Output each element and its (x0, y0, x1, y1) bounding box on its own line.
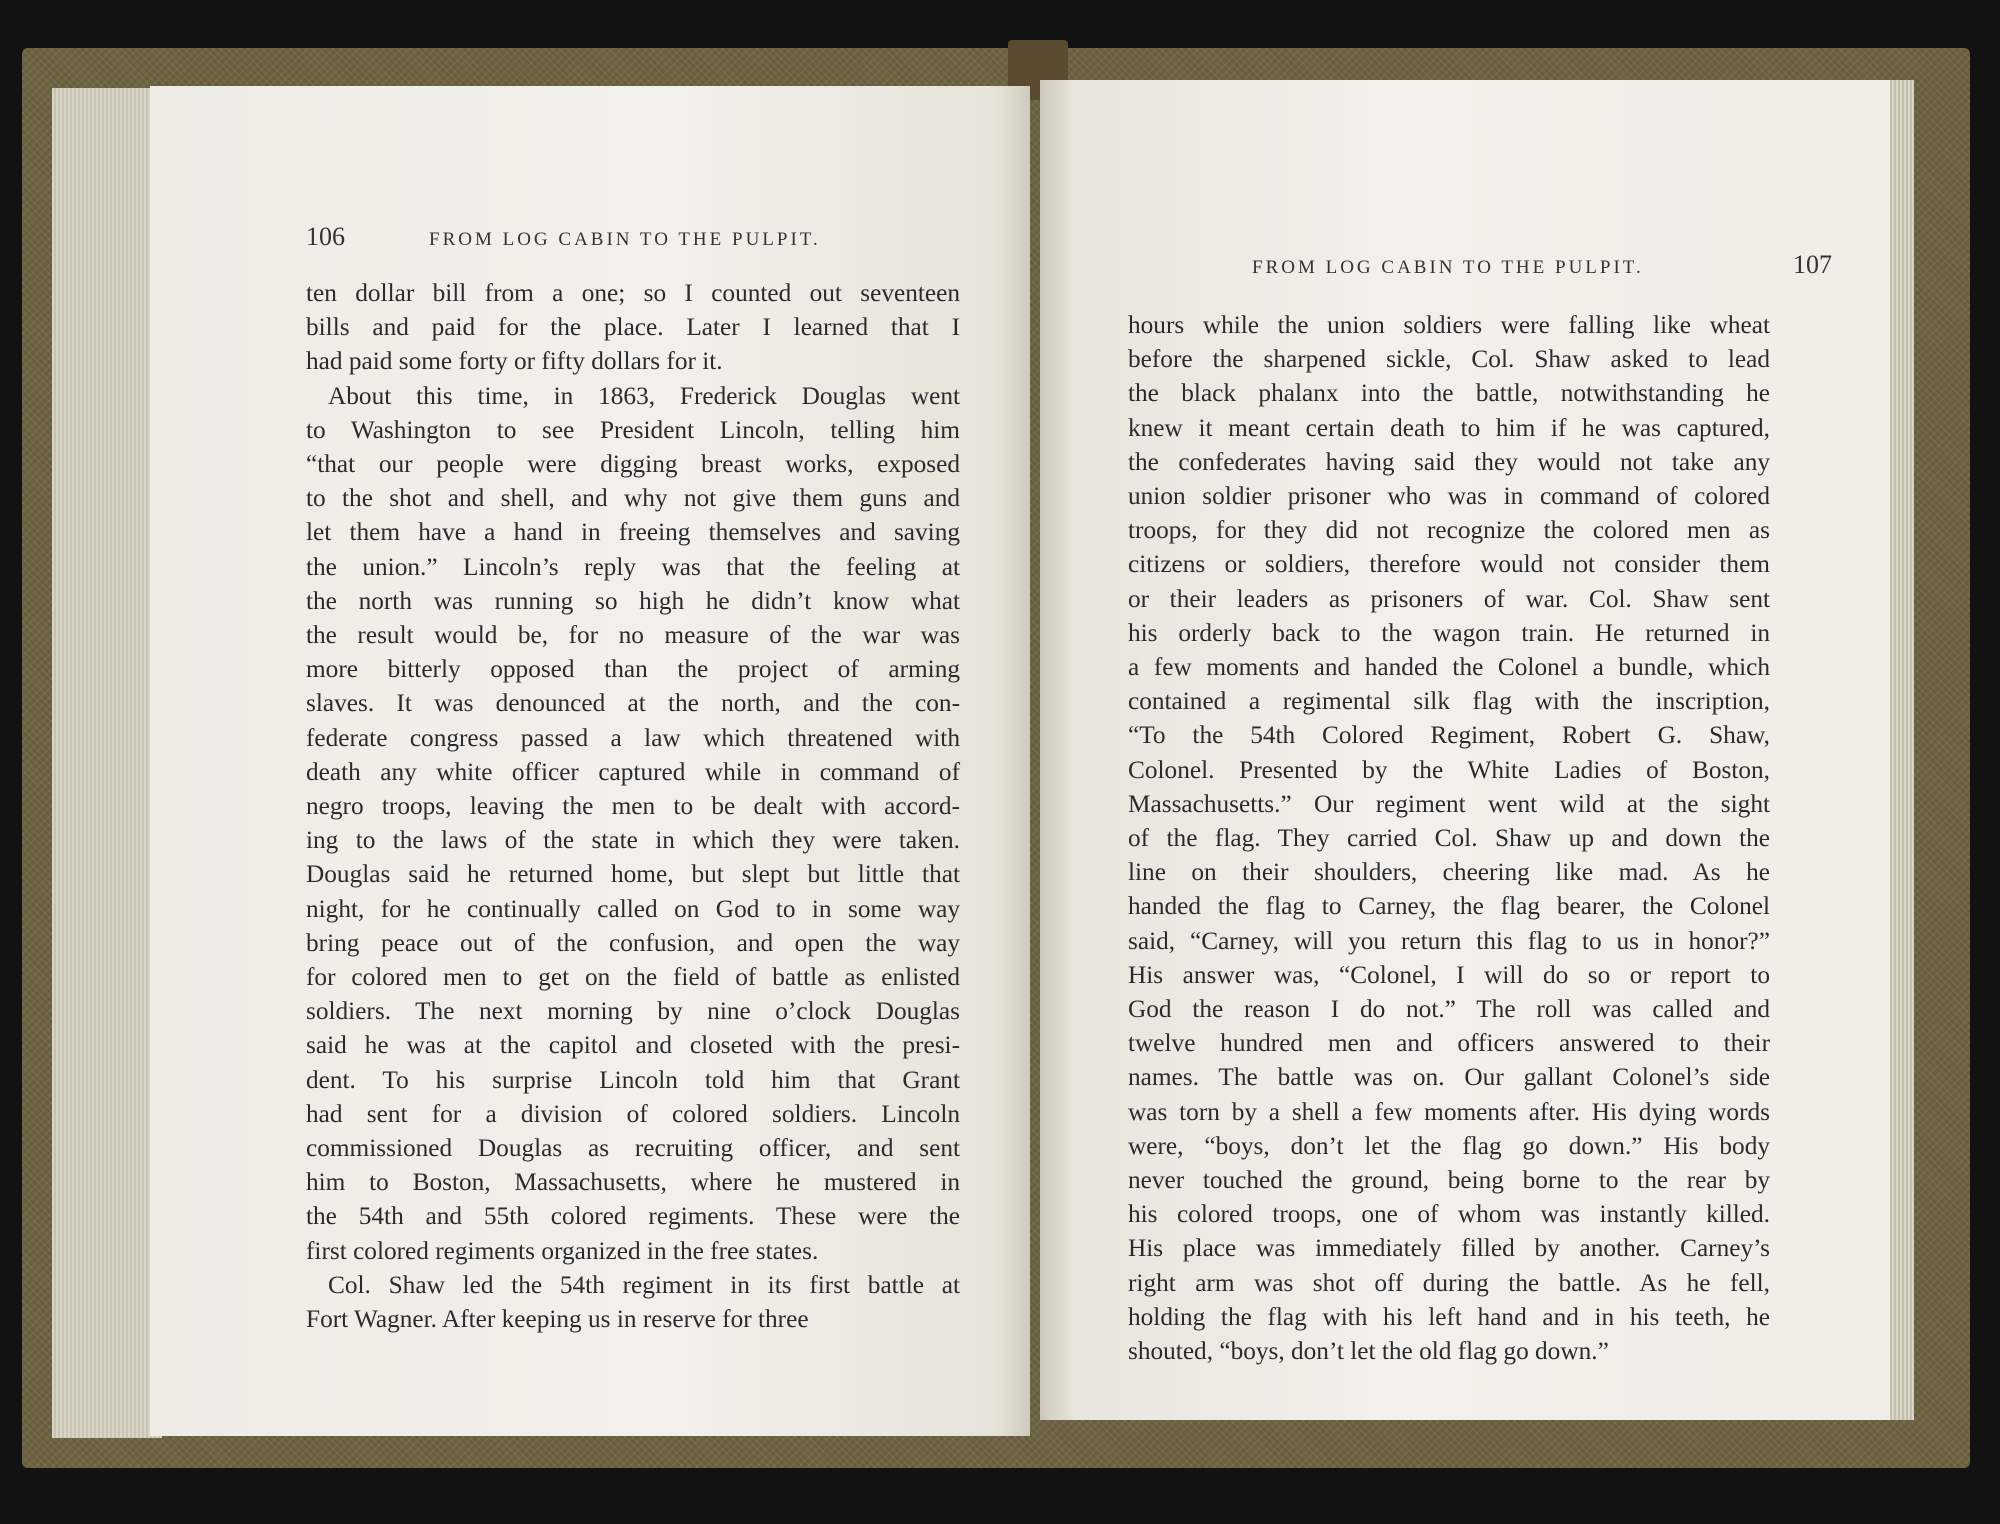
right-page-body (1128, 308, 1770, 1368)
text-line: were, “boys, don’t let the flag go down.” His body (1128, 1131, 1770, 1160)
text-line: the confederates having said they would not take any (1128, 447, 1770, 476)
text-line: the north was running so high he didn’t know what (306, 586, 960, 615)
left-page-number: 106 (306, 222, 345, 251)
right-page-number: 107 (1793, 250, 1832, 279)
text-line: of the flag. They carried Col. Shaw up and down the (1128, 824, 1770, 853)
text-line: let them have a hand in freeing themselves and saving (306, 518, 960, 547)
text-line: Col. Shaw led the 54th regiment in its first battle at (328, 1270, 960, 1299)
text-line: ing to the laws of the state in which they were taken. (306, 826, 960, 855)
text-line: handed the flag to Carney, the flag bearer, the Colonel (1128, 892, 1770, 921)
text-line: “To the 54th Colored Regiment, Robert G. Shaw, (1128, 721, 1770, 750)
text-line: commissioned Douglas as recruiting officer, and sent (306, 1134, 960, 1163)
left-running-title: FROM LOG CABIN TO THE PULPIT. (429, 229, 821, 250)
text-line: bills and paid for the place. Later I learned that I (306, 313, 960, 342)
text-line: Douglas said he returned home, but slept but little that (306, 860, 960, 889)
text-line: hours while the union soldiers were falling like wheat (1128, 311, 1770, 339)
text-line: the result would be, for no measure of the war was (306, 621, 960, 650)
text-line: had paid some forty or fifty dollars for it. (306, 347, 723, 376)
text-line: negro troops, leaving the men to be dealt with accord- (306, 792, 960, 821)
text-line: more bitterly opposed than the project of arming (306, 655, 960, 684)
text-line: the union.” Lincoln’s reply was that the feeling at (306, 552, 960, 581)
text-line: to the shot and shell, and why not give them guns and (306, 484, 960, 513)
right-page (1040, 80, 1890, 1420)
text-line: first colored regiments organized in the free states. (306, 1236, 819, 1265)
text-line: him to Boston, Massachusetts, where he mustered in (306, 1168, 960, 1197)
text-line: or their leaders as prisoners of war. Col. Shaw sent (1128, 584, 1770, 613)
text-line: contained a regimental silk flag with the inscription, (1128, 687, 1770, 716)
text-line: troops, for they did not recognize the colored men as (1128, 516, 1770, 545)
text-line: before the sharpened sickle, Col. Shaw asked to lead (1128, 345, 1770, 374)
text-line: his colored troops, one of whom was instantly killed. (1128, 1200, 1770, 1229)
text-line: had sent for a division of colored soldiers. Lincoln (306, 1099, 960, 1128)
text-line: line on their shoulders, cheering like mad. As he (1128, 858, 1770, 887)
text-line: dent. To his surprise Lincoln told him that Grant (306, 1065, 960, 1094)
left-running-head (306, 222, 966, 252)
text-line: said he was at the capitol and closeted with the presi- (306, 1031, 960, 1060)
text-line: his orderly back to the wagon train. He returned in (1128, 618, 1770, 647)
text-line: never touched the ground, being borne to the rear by (1128, 1166, 1770, 1195)
text-line: union soldier prisoner who was in command of colored (1128, 482, 1770, 511)
text-line: the black phalanx into the battle, notwithstanding he (1128, 379, 1770, 408)
text-line: holding the flag with his left hand and in his teeth, he (1128, 1302, 1770, 1331)
text-line: federate congress passed a law which threatened with (306, 723, 960, 752)
text-line: slaves. It was denounced at the north, and the con- (306, 689, 960, 718)
text-line: death any white officer captured while in command of (306, 757, 960, 786)
right-running-head (1252, 250, 1832, 280)
text-line: the 54th and 55th colored regiments. These were the (306, 1202, 960, 1231)
text-line: Fort Wagner. After keeping us in reserve for three (306, 1305, 809, 1334)
text-line: right arm was shot off during the battle. As he fell, (1128, 1268, 1770, 1297)
text-line: Massachusetts.” Our regiment went wild at the sight (1128, 789, 1770, 818)
text-line: to Washington to see President Lincoln, telling him (306, 415, 960, 444)
text-line: ten dollar bill from a one; so I counted out seventeen (306, 279, 960, 307)
left-page (150, 86, 1030, 1436)
text-line: shouted, “boys, don’t let the old flag go down.” (1128, 1337, 1609, 1366)
text-line: night, for he continually called on God to in some way (306, 894, 960, 923)
text-line: soldiers. The next morning by nine o’clock Douglas (306, 997, 960, 1026)
left-page-edges (52, 88, 162, 1438)
text-line: His answer was, “Colonel, I will do so or report to (1128, 960, 1770, 989)
text-line: knew it meant certain death to him if he was captured, (1128, 413, 1770, 442)
text-line: His place was immediately filled by another. Carney’s (1128, 1234, 1770, 1263)
text-line: twelve hundred men and officers answered to their (1128, 1029, 1770, 1058)
left-page-body (306, 276, 960, 1336)
right-running-title: FROM LOG CABIN TO THE PULPIT. (1252, 257, 1644, 278)
text-line: a few moments and handed the Colonel a bundle, which (1128, 653, 1770, 682)
text-line: bring peace out of the confusion, and open the way (306, 928, 960, 957)
text-line: About this time, in 1863, Frederick Douglas went (328, 381, 960, 410)
text-line: was torn by a shell a few moments after. His dying words (1128, 1097, 1770, 1126)
text-line: said, “Carney, will you return this flag to us in honor?” (1128, 926, 1770, 955)
text-line: names. The battle was on. Our gallant Colonel’s side (1128, 1063, 1770, 1092)
text-line: “that our people were digging breast works, exposed (306, 450, 960, 479)
text-line: citizens or soldiers, therefore would not consider them (1128, 550, 1770, 579)
text-line: God the reason I do not.” The roll was called and (1128, 995, 1770, 1024)
text-line: for colored men to get on the field of battle as enlisted (306, 963, 960, 992)
text-line: Colonel. Presented by the White Ladies of Boston, (1128, 755, 1770, 784)
